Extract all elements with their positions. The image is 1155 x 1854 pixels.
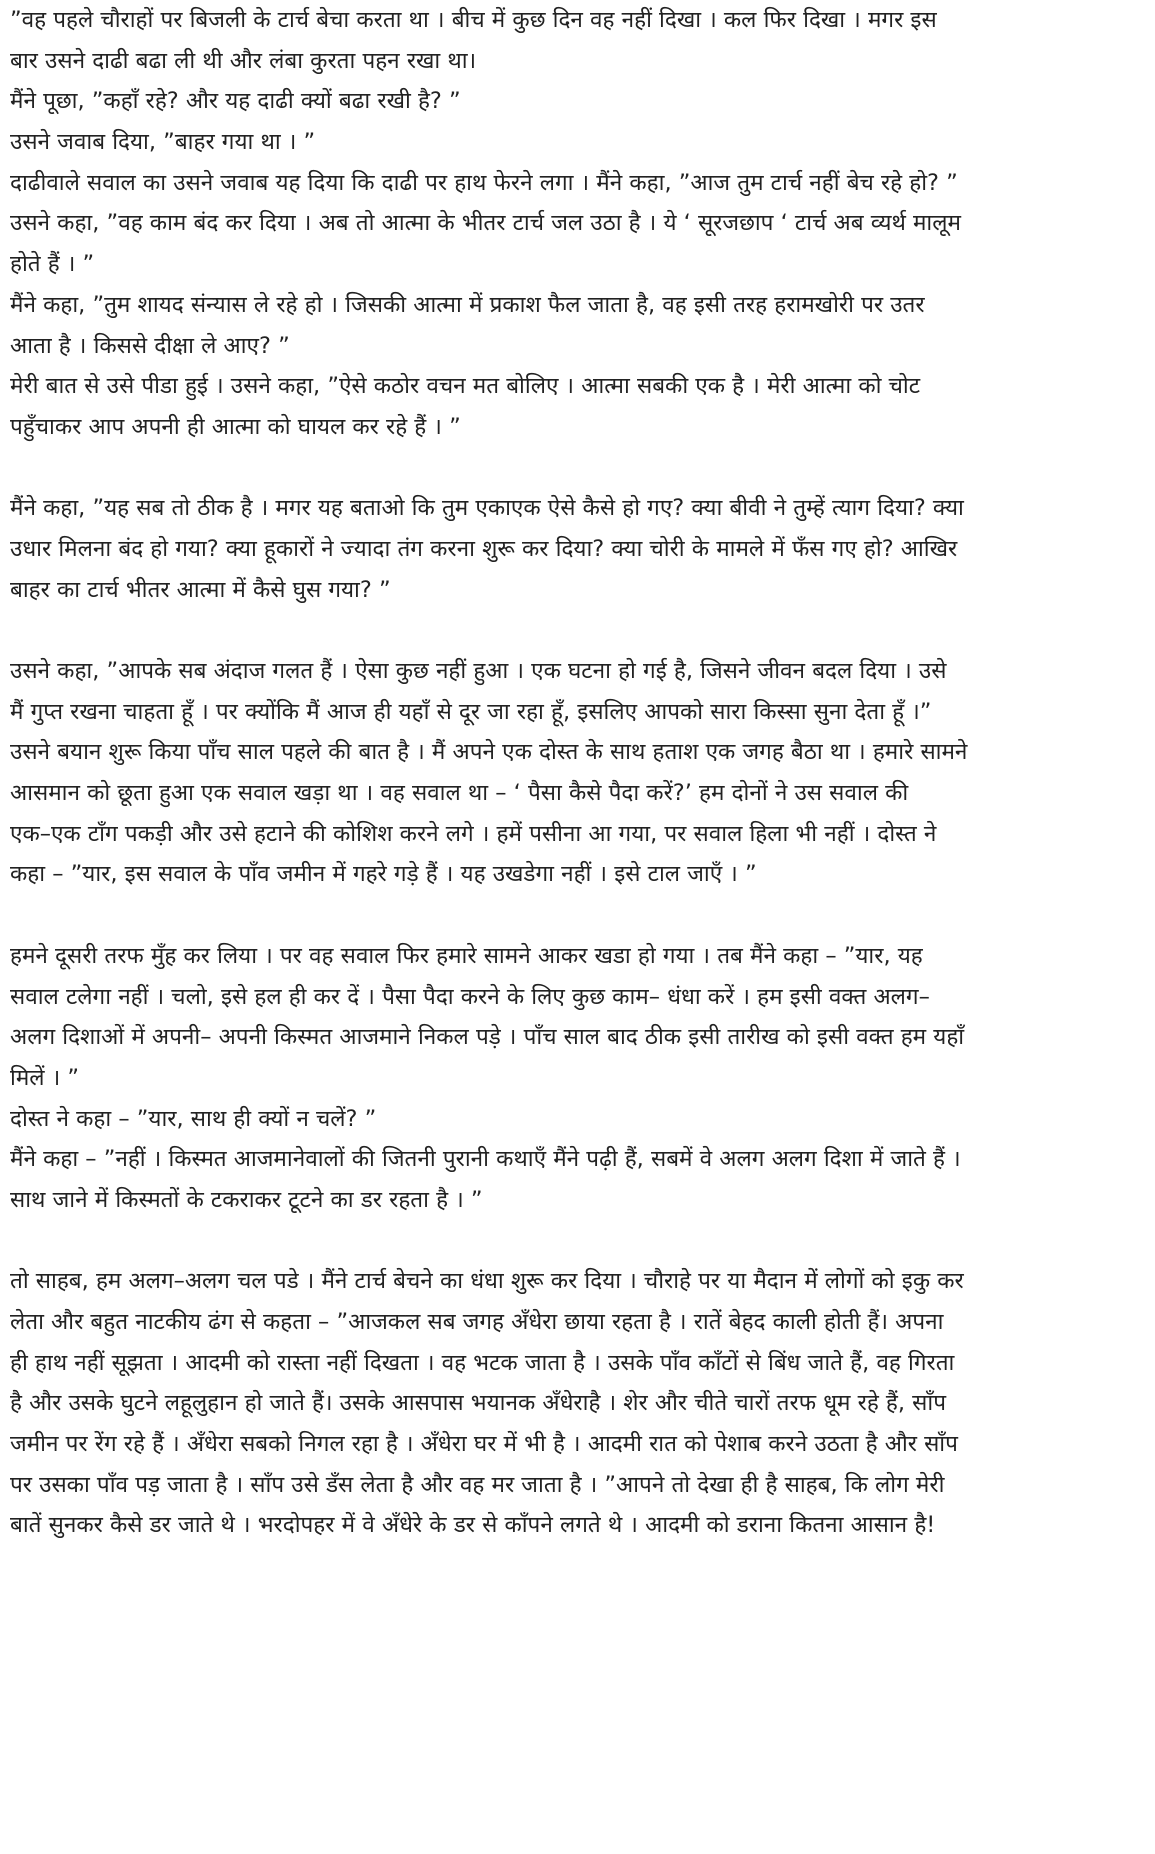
- text-line: हमने दूसरी तरफ मुँह कर लिया । पर वह सवाल फिर हमारे सामने आकर खडा हो गया । तब मैंने कहा – ”यार, यह: [10, 942, 923, 969]
- text-line: ”वह पहले चौराहों पर बिजली के टार्च बेचा करता था । बीच में कुछ दिन वह नहीं दिखा । कल फिर दिखा । मगर इस: [10, 7, 937, 33]
- text-line: एक–एक टाँग पकड़ी और उसे हटाने की कोशिश करने लगे । हमें पसीना आ गया, पर सवाल हिला भी नहीं । दोस्त ने: [10, 820, 937, 847]
- text-line: बार उसने दाढी बढा ली थी और लंबा कुरता पहन रखा था।: [10, 47, 477, 74]
- paragraph-gap: [10, 1221, 1145, 1262]
- text-line: ही हाथ नहीं सूझता । आदमी को रास्ता नहीं दिखता । वह भटक जाता है । उसके पाँव काँटों से बिंध जाते हैं, वह गिरता: [10, 1349, 955, 1376]
- paragraph-gap: [10, 610, 1145, 651]
- text-line: सवाल टलेगा नहीं । चलो, इसे हल ही कर दें । पैसा पैदा करने के लिए कुछ काम– धंधा करें । हम इसी वक्त अलग–: [10, 983, 930, 1010]
- text-line: पर उसका पाँव पड़ जाता है । साँप उसे डँस लेता है और वह मर जाता है । ”आपने तो देखा ही है साहब, कि लोग मेरी: [10, 1471, 945, 1498]
- text-line: साथ जाने में किस्मतों के टकराकर टूटने का डर रहता है । ”: [10, 1186, 483, 1213]
- text-line: मैंने कहा, ”तुम शायद संन्यास ले रहे हो । जिसकी आत्मा में प्रकाश फैल जाता है, वह इसी तरह हरामखोरी पर उतर: [10, 291, 925, 318]
- paragraph-gap: [10, 895, 1145, 936]
- text-line: दाढीवाले सवाल का उसने जवाब यह दिया कि दाढी पर हाथ फेरने लगा । मैंने कहा, ”आज तुम टार्च नहीं बेच रहे हो? ”: [10, 169, 958, 196]
- text-line: उधार मिलना बंद हो गया? क्या हूकारों ने ज्यादा तंग करना शुरू कर दिया? क्या चोरी के मामले में फँस गए हो? आखिर: [10, 535, 958, 562]
- text-line: आसमान को छूता हुआ एक सवाल खड़ा था । वह सवाल था – ‘ पैसा कैसे पैदा करें?’ हम दोनों ने उस सवाल की: [10, 780, 909, 807]
- text-line: उसने कहा, ”वह काम बंद कर दिया । अब तो आत्मा के भीतर टार्च जल उठा है । ये ‘ सूरजछाप ‘ टार्च अब व्यर्थ मालूम: [10, 210, 961, 237]
- text-line: बातें सुनकर कैसे डर जाते थे । भरदोपहर में वे अँधेरे के डर से काँपने लगते थे । आदमी को डराना कितना आसान है!: [10, 1512, 936, 1539]
- text-line: उसने जवाब दिया, ”बाहर गया था । ”: [10, 129, 316, 156]
- text-line: होते हैं । ”: [10, 251, 95, 278]
- text-line: जमीन पर रेंग रहे हैं । अँधेरा सबको निगल रहा है । अँधेरा घर में भी है । आदमी रात को पेशाब करने उठता है और साँप: [10, 1431, 958, 1458]
- text-line: है और उसके घुटने लहूलुहान हो जाते हैं। उसके आसपास भयानक अँधेराहै । शेर और चीते चारों तरफ धूम रहे हैं, साँप: [10, 1390, 947, 1417]
- text-line: तो साहब, हम अलग–अलग चल पडे । मैंने टार्च बेचने का धंधा शुरू कर दिया । चौराहे पर या मैदान में लोगों को इकु कर: [10, 1268, 964, 1295]
- text-line: उसने कहा, ”आपके सब अंदाज गलत हैं । ऐसा कुछ नहीं हुआ । एक घटना हो गई है, जिसने जीवन बदल दिया । उसे: [10, 658, 947, 684]
- paragraph-gap: [10, 448, 1145, 489]
- text-line: मैंने कहा – ”नहीं । किस्मत आजमानेवालों की जितनी पुरानी कथाएँ मैंने पढ़ी हैं, सबमें वे अलग अलग दिशा में जाते हैं ।: [10, 1146, 961, 1173]
- text-line: उसने बयान शुरू किया पाँच साल पहले की बात है । मैं अपने एक दोस्त के साथ हताश एक जगह बैठा था । हमारे सामने: [10, 739, 968, 766]
- text-line: मैंने पूछा, ”कहाँ रहे? और यह दाढी क्यों बढा रखी है? ”: [10, 88, 461, 115]
- text-line: कहा – ”यार, इस सवाल के पाँव जमीन में गहरे गड़े हैं । यह उखडेगा नहीं । इसे टाल जाएँ । ”: [10, 861, 757, 888]
- text-line: मैंने कहा, ”यह सब तो ठीक है । मगर यह बताओ कि तुम एकाएक ऐसे कैसे हो गए? क्या बीवी ने तुम्हें त्याग दिया? क्या: [10, 495, 964, 522]
- text-line: बाहर का टार्च भीतर आत्मा में कैसे घुस गया? ”: [10, 576, 391, 603]
- text-line: दोस्त ने कहा – ”यार, साथ ही क्यों न चलें? ”: [10, 1105, 377, 1132]
- text-line: पहुँचाकर आप अपनी ही आत्मा को घायल कर रहे हैं । ”: [10, 413, 461, 440]
- text-line: लेता और बहुत नाटकीय ढंग से कहता – ”आजकल सब जगह अँधेरा छाया रहता है । रातें बेहद काली होती हैं। अपना: [10, 1309, 944, 1335]
- text-line: आता है । किससे दीक्षा ले आए? ”: [10, 332, 290, 359]
- text-line: मिलें । ”: [10, 1064, 80, 1091]
- text-line: अलग दिशाओं में अपनी– अपनी किस्मत आजमाने निकल पड़े । पाँच साल बाद ठीक इसी तारीख को इसी वक्त हम यहाँ: [10, 1024, 965, 1051]
- text-line: मैं गुप्त रखना चाहता हूँ । पर क्योंकि मैं आज ही यहाँ से दूर जा रहा हूँ, इसलिए आपको सारा किस्सा सुना देता हूँ ।”: [10, 698, 932, 725]
- text-line: मेरी बात से उसे पीडा हुई । उसने कहा, ”ऐसे कठोर वचन मत बोलिए । आत्मा सबकी एक है । मेरी आत्मा को चोट: [10, 373, 921, 400]
